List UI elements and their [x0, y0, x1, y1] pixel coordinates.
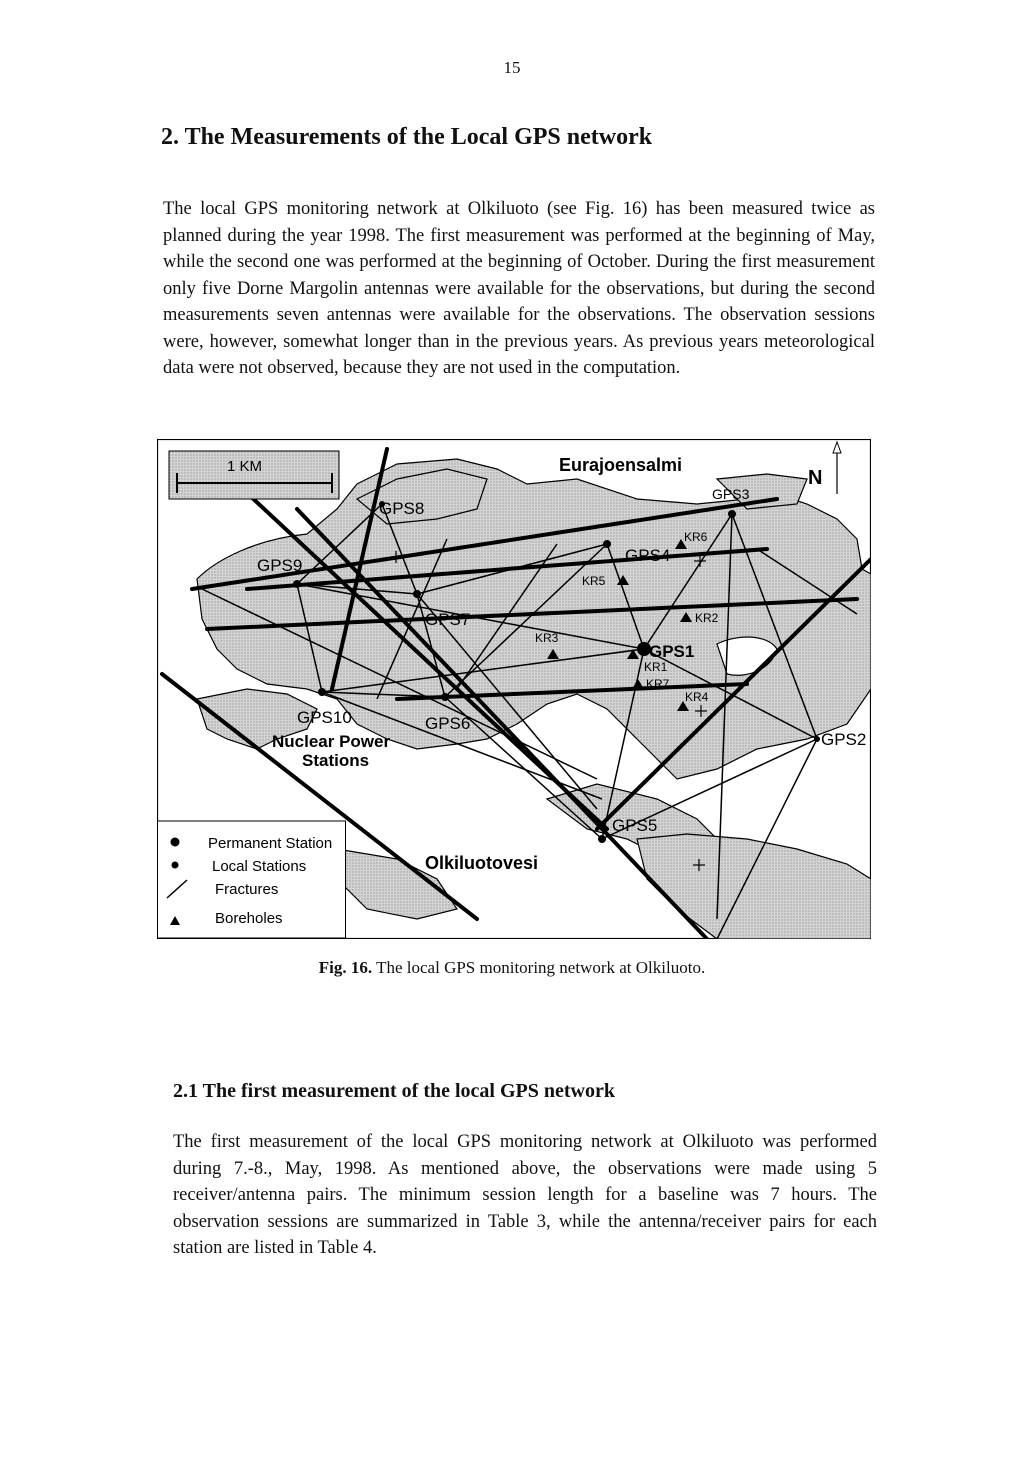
section-paragraph: The local GPS monitoring network at Olkiluoto (see Fig. 16) has been measured twice as planned during the year 1998. The first measurement was performed at the beginning of May, while the second one was performed at the beginning of October. During the first measurement only five Dorne Margolin antennas were available for the observations, but during the second measurements seven antennas were available for the observations. The observation sessions were, however, somewhat longer than in the previous years. As previous years meteorological data were not observed, because they are not used in the computation.	[163, 199, 875, 378]
gps4-label: GPS4	[625, 546, 671, 565]
kr4-label: KR4	[685, 690, 709, 704]
page-number: 15	[503, 58, 521, 77]
gps6-marker	[441, 693, 449, 701]
north-label: N	[808, 467, 823, 489]
kr3-label: KR3	[535, 631, 559, 645]
olkiluotovesi-label: Olkiluotovesi	[425, 853, 539, 873]
gps10-label: GPS10	[297, 708, 352, 727]
gps9-marker	[293, 580, 301, 588]
section-heading: 2. The Measurements of the Local GPS network	[161, 124, 653, 150]
kr7-label: KR7	[646, 677, 670, 691]
kr6-label: KR6	[684, 530, 708, 544]
figure-caption	[0, 958, 1024, 978]
gps2-label: GPS2	[821, 730, 867, 749]
scale-label: 1 KM	[227, 458, 263, 475]
legend-local: Local Stations	[212, 858, 307, 875]
power-station-label-1: Nuclear Power	[272, 732, 391, 751]
page-edge	[0, 0, 3, 1460]
gps5-marker	[598, 835, 606, 843]
map-legend	[158, 821, 346, 938]
gps3-marker	[728, 510, 736, 518]
olkiluoto-gps-map	[157, 439, 871, 939]
legend-permanent: Permanent Station	[208, 835, 333, 852]
gps5-label: GPS5	[612, 816, 658, 835]
kr2-label: KR2	[695, 611, 719, 625]
kr1-label: KR1	[644, 660, 668, 674]
subsection-heading: 2.1 The first measurement of the local GPS network	[173, 1080, 615, 1102]
gps7-label: GPS7	[425, 610, 471, 629]
gps9-label: GPS9	[257, 556, 303, 575]
legend-fractures: Fractures	[215, 881, 279, 898]
gps1-label: GPS1	[649, 642, 695, 661]
figure-caption-label: Fig. 16.	[318, 958, 373, 977]
gps8-label: GPS8	[379, 499, 425, 518]
gps4-marker	[603, 540, 611, 548]
eurajoensalmi-label: Eurajoensalmi	[559, 455, 683, 475]
gps6-label: GPS6	[425, 714, 471, 733]
scale-bar	[169, 451, 339, 499]
subsection-paragraph: The first measurement of the local GPS monitoring network at Olkiluoto was performed during 7.-8., May, 1998. As mentioned above, the observations were made using 5 receiver/antenna pairs. The minimum session length for a baseline was 7 hours. The observation sessions are summarized in Table 3, while the antenna/receiver pairs for each station are listed in Table 4.	[173, 1132, 877, 1258]
gps10-marker	[318, 688, 326, 696]
figure-caption-text: The local GPS monitoring network at Olkiluoto.	[372, 958, 706, 977]
power-station-label-2: Stations	[302, 751, 370, 770]
legend-boreholes: Boreholes	[215, 910, 283, 927]
gps7-marker	[413, 590, 421, 598]
gps3-label: GPS3	[712, 486, 750, 502]
gps2-marker	[814, 736, 820, 742]
kr5-label: KR5	[582, 574, 606, 588]
